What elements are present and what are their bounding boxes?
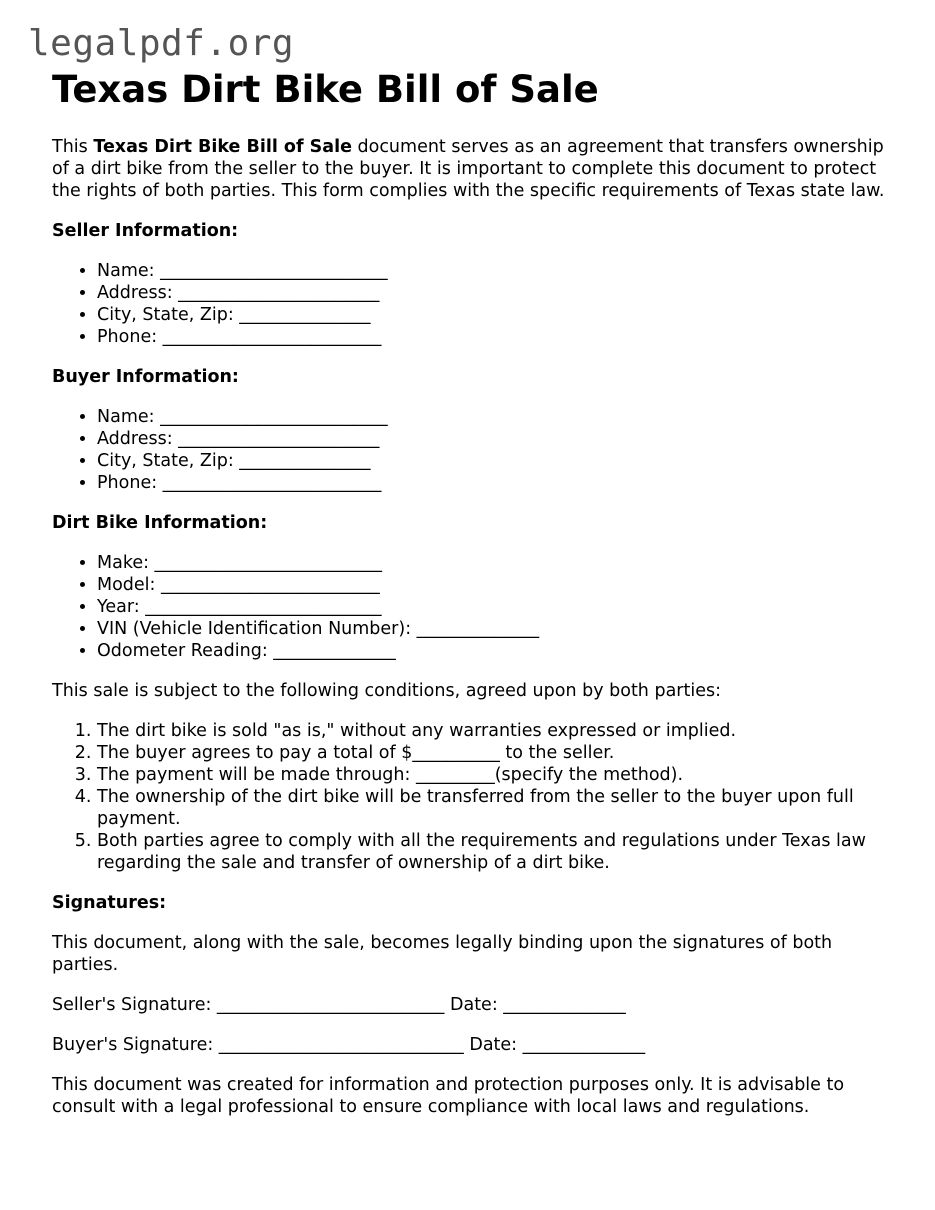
watermark-logo: legalpdf.org <box>28 23 295 64</box>
buyer-fields <box>52 406 892 494</box>
bike-year-field[interactable]: • Year: ___________________________ <box>97 596 892 618</box>
seller-fields <box>52 260 892 348</box>
bike-heading: Dirt Bike Information: <box>52 513 268 534</box>
conditions-list <box>52 720 892 874</box>
intro-rest: document serves as an agreement that transfers ownership of a dirt bike from the seller to the buyer. It is important to complete this document to protect the rights of both parties. This form complies with the specific requirements of Texas state law. <box>52 137 885 202</box>
seller-signature-line[interactable]: Seller's Signature: __________________________ Date: ______________ <box>52 995 626 1016</box>
bike-model-field[interactable]: • Model: _________________________ <box>97 574 892 596</box>
buyer-signature-line[interactable]: Buyer's Signature: ____________________________ Date: ______________ <box>52 1035 646 1056</box>
buyer-phone-field[interactable]: • Phone: _________________________ <box>97 472 892 494</box>
condition-item: 1. The dirt bike is sold "as is," without any warranties expressed or implied. <box>97 720 892 742</box>
seller-phone-field[interactable]: • Phone: _________________________ <box>97 326 892 348</box>
signatures-text: This document, along with the sale, becomes legally binding upon the signatures of both parties. <box>52 933 833 976</box>
bike-vin-field[interactable]: • VIN (Vehicle Identification Number): ______________ <box>97 618 892 640</box>
seller-city-state-zip-field[interactable]: • City, State, Zip: _______________ <box>97 304 892 326</box>
conditions-intro: This sale is subject to the following conditions, agreed upon by both parties: <box>52 681 721 702</box>
disclaimer: This document was created for information and protection purposes only. It is advisable to consult with a legal professional to ensure compliance with local laws and regulations. <box>52 1075 845 1118</box>
bike-odometer-field[interactable]: • Odometer Reading: ______________ <box>97 640 892 662</box>
signatures-heading: Signatures: <box>52 893 167 914</box>
buyer-address-field[interactable]: • Address: _______________________ <box>97 428 892 450</box>
bike-make-field[interactable]: • Make: __________________________ <box>97 552 892 574</box>
page-title: Texas Dirt Bike Bill of Sale <box>52 68 599 111</box>
condition-item: 5. Both parties agree to comply with all the requirements and regulations under Texas law regarding the sale and transfer of ownership of a dirt bike. <box>97 830 892 874</box>
condition-item[interactable]: 2. The buyer agrees to pay a total of $__________ to the seller. <box>97 742 892 764</box>
intro-paragraph <box>52 136 892 202</box>
condition-item: 4. The ownership of the dirt bike will be transferred from the seller to the buyer upon full payment. <box>97 786 892 830</box>
document-body <box>52 64 892 1118</box>
seller-address-field[interactable]: • Address: _______________________ <box>97 282 892 304</box>
seller-heading: Seller Information: <box>52 221 239 242</box>
intro-bold-title: Texas Dirt Bike Bill of Sale <box>93 137 352 158</box>
bike-fields <box>52 552 892 662</box>
buyer-name-field[interactable]: • Name: __________________________ <box>97 406 892 428</box>
condition-item[interactable]: 3. The payment will be made through: _________(specify the method). <box>97 764 892 786</box>
buyer-heading: Buyer Information: <box>52 367 239 388</box>
seller-name-field[interactable]: • Name: __________________________ <box>97 260 892 282</box>
buyer-city-state-zip-field[interactable]: • City, State, Zip: _______________ <box>97 450 892 472</box>
intro-lead: This <box>52 137 94 158</box>
